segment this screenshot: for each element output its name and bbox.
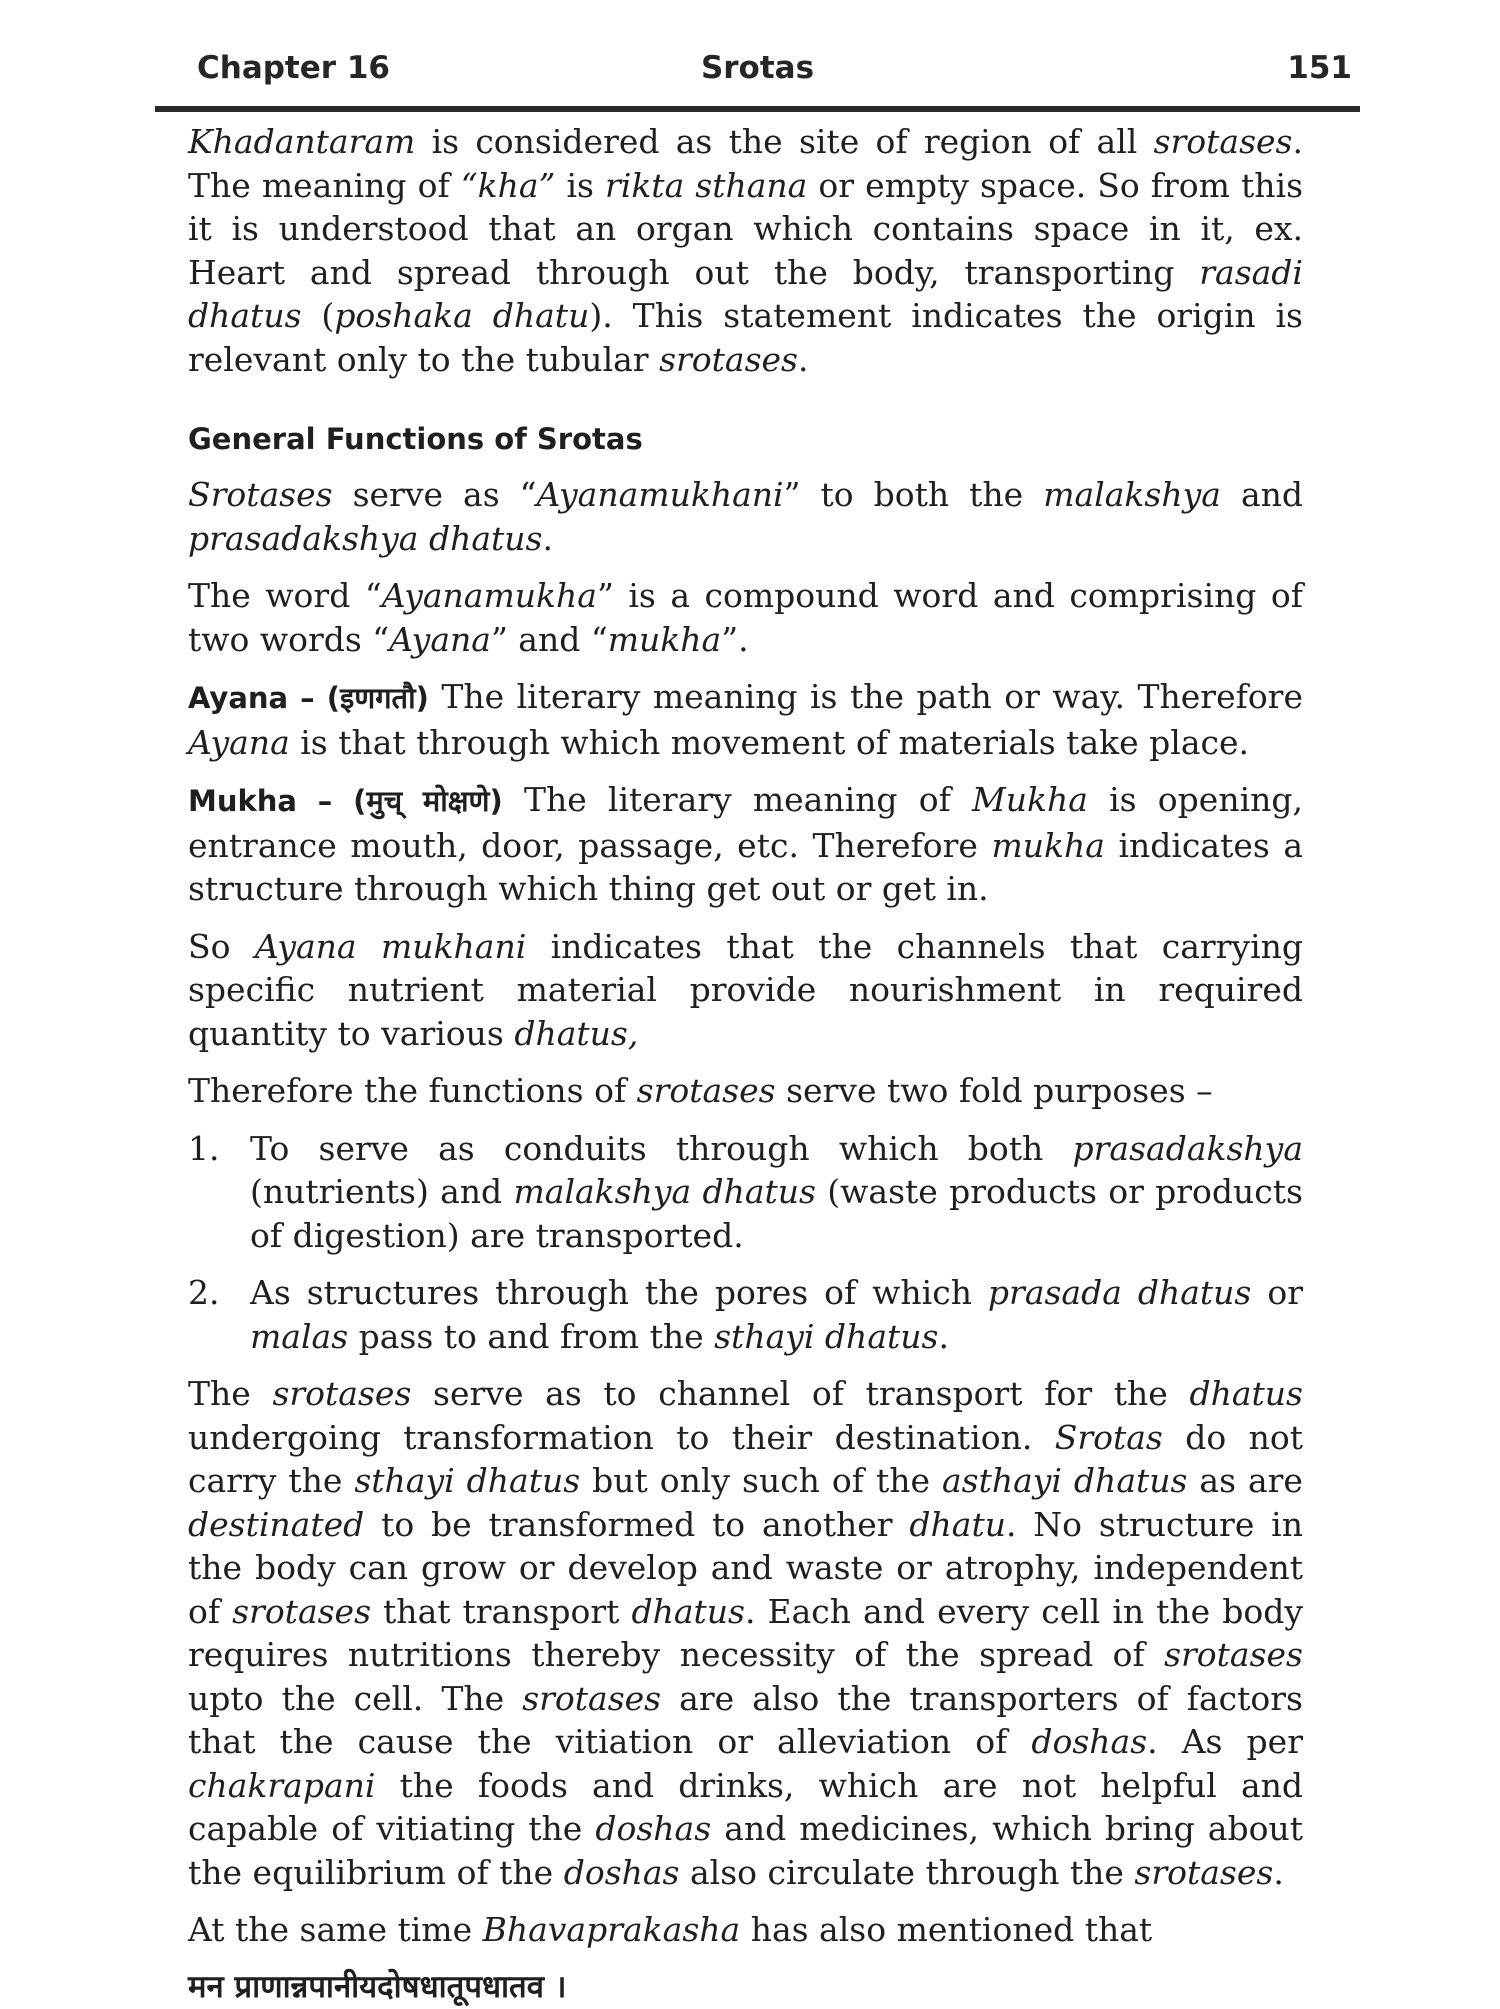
transport-paragraph: The srotases serve as to channel of transport for the dhatus undergoing transformation to their destination. Srotas do not carry the sthayi dhatus but only such of the asthayi dhatus as are destinated to be transformed to another dhatu. No structure in the body can grow or develop and waste or atrophy, independent of srotases that transport dhatus. Each and every cell in the body requires nutritions thereby necessity of the spread of srotases upto the cell. The srotases are also the transporters of factors that the cause the vitiation or alleviation of doshas. As per chakrapani the foods and drinks, which are not helpful and capable of vitiating the doshas and medicines, which bring about the equilibrium of the doshas also circulate through the srotases. [188,1372,1303,1894]
ayana-definition: Ayana – (इणगतौ) The literary meaning is the path or way. Therefore Ayana is that through which movement of materials take place. [188,675,1303,764]
bhavaprakasha-paragraph: At the same time Bhavaprakasha has also mentioned that [188,1908,1303,1952]
list-number: 2. [188,1271,220,1315]
page-body [188,120,1303,2009]
ayana-mukhani-paragraph: So Ayana mukhani indicates that the channels that carrying specific nutrient material provide nourishment in required quantity to various dhatus, [188,925,1303,1056]
list-number: 1. [188,1127,220,1171]
functions-intro: Therefore the functions of srotases serve two fold purposes – [188,1069,1303,1113]
mukha-definition: Mukha – (मुच् मोक्षणे) The literary meaning of Mukha is opening, entrance mouth, door, passage, etc. Therefore mukha indicates a structure through which thing get out or get in. [188,778,1303,911]
compound-word-paragraph: The word “Ayanamukha” is a compound word and comprising of two words “Ayana” and “mukha”. [188,574,1303,661]
term-ayana: Ayana [188,681,288,715]
section-heading: General Functions of Srotas [188,419,1303,459]
sanskrit-ayana: (इणगतौ) [327,681,429,715]
running-title: Srotas [155,50,1360,86]
sanskrit-verse: मन प्राणान्नपानीयदोषधातूपधातव । [188,1966,1303,2009]
term-mukha: Mukha [188,784,297,818]
chapter-label: Chapter 16 [197,50,390,86]
sanskrit-mukha: (मुच् मोक्षणे) [353,784,503,818]
page-header [155,44,1360,94]
list-item: 2. As structures through the pores of which prasada dhatus or malas pass to and from the sthayi dhatus. [188,1271,1303,1358]
header-rule [155,106,1360,112]
list-item: 1. To serve as conduits through which both prasadakshya (nutrients) and malakshya dhatus (waste products or products of digestion) are transported. [188,1127,1303,1258]
intro-paragraph: Khadantaram is considered as the site of region of all srotases. The meaning of “kha” is rikta sthana or empty space. So from this it is understood that an organ which contains space in it, ex. Heart and spread through out the body, transporting rasadi dhatus (poshaka dhatu). This statement indicates the origin is relevant only to the tubular srotases. [188,120,1303,381]
ayanamukhani-paragraph: Srotases serve as “Ayanamukhani” to both the malakshya and prasadakshya dhatus. [188,473,1303,560]
page-number: 151 [1287,50,1352,86]
